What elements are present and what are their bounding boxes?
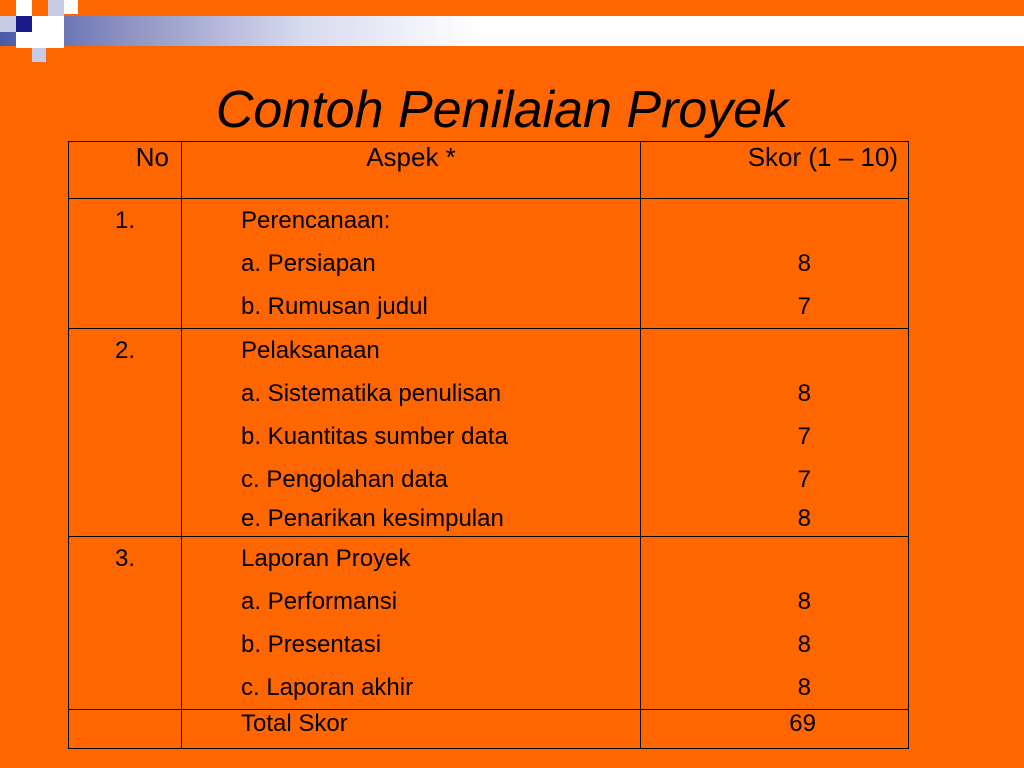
score-value: 7 xyxy=(797,423,811,450)
table-row-group-2 xyxy=(69,329,909,537)
table-row-group-1 xyxy=(69,199,909,329)
score-cell xyxy=(641,329,909,537)
score-value: 8 xyxy=(797,588,811,615)
score-value: 8 xyxy=(797,631,811,658)
aspect-item: b. Presentasi xyxy=(241,631,382,658)
aspect-item: b. Kuantitas sumber data xyxy=(241,423,508,450)
aspect-heading: Laporan Proyek xyxy=(241,545,411,572)
header-aspek: Aspek * xyxy=(182,142,641,199)
score-value: 7 xyxy=(797,466,811,493)
score-value: 8 xyxy=(797,505,811,532)
aspect-item: a. Sistematika penulisan xyxy=(241,380,502,407)
header-skor: Skor (1 – 10) xyxy=(641,142,909,199)
total-empty-cell xyxy=(69,710,182,749)
row-number: 1. xyxy=(69,199,182,329)
decorative-gradient-bar xyxy=(0,16,1024,46)
total-score: 69 xyxy=(641,710,909,749)
score-value: 8 xyxy=(797,674,811,701)
row-number: 3. xyxy=(69,537,182,710)
aspect-cell xyxy=(182,537,641,710)
slide-title: Contoh Penilaian Proyek xyxy=(215,81,789,139)
aspect-item: a. Persiapan xyxy=(241,250,376,277)
aspect-item: c. Pengolahan data xyxy=(241,466,448,493)
header-no: No xyxy=(69,142,182,199)
row-number: 2. xyxy=(69,329,182,537)
score-cell xyxy=(641,199,909,329)
aspect-item: c. Laporan akhir xyxy=(241,674,414,701)
aspect-item: e. Penarikan kesimpulan xyxy=(241,505,504,532)
score-value: 7 xyxy=(797,293,811,320)
score-value: 8 xyxy=(797,250,811,277)
aspect-heading: Perencanaan: xyxy=(241,207,391,234)
assessment-table xyxy=(68,141,909,749)
score-cell xyxy=(641,537,909,710)
aspect-heading: Pelaksanaan xyxy=(241,337,380,364)
aspect-item: b. Rumusan judul xyxy=(241,293,428,320)
table-row-total xyxy=(69,710,909,749)
total-label: Total Skor xyxy=(182,710,641,749)
aspect-cell xyxy=(182,199,641,329)
aspect-cell xyxy=(182,329,641,537)
aspect-item: a. Performansi xyxy=(241,588,398,615)
score-value: 8 xyxy=(797,380,811,407)
table-header-row xyxy=(69,142,909,199)
table-row-group-3 xyxy=(69,537,909,710)
